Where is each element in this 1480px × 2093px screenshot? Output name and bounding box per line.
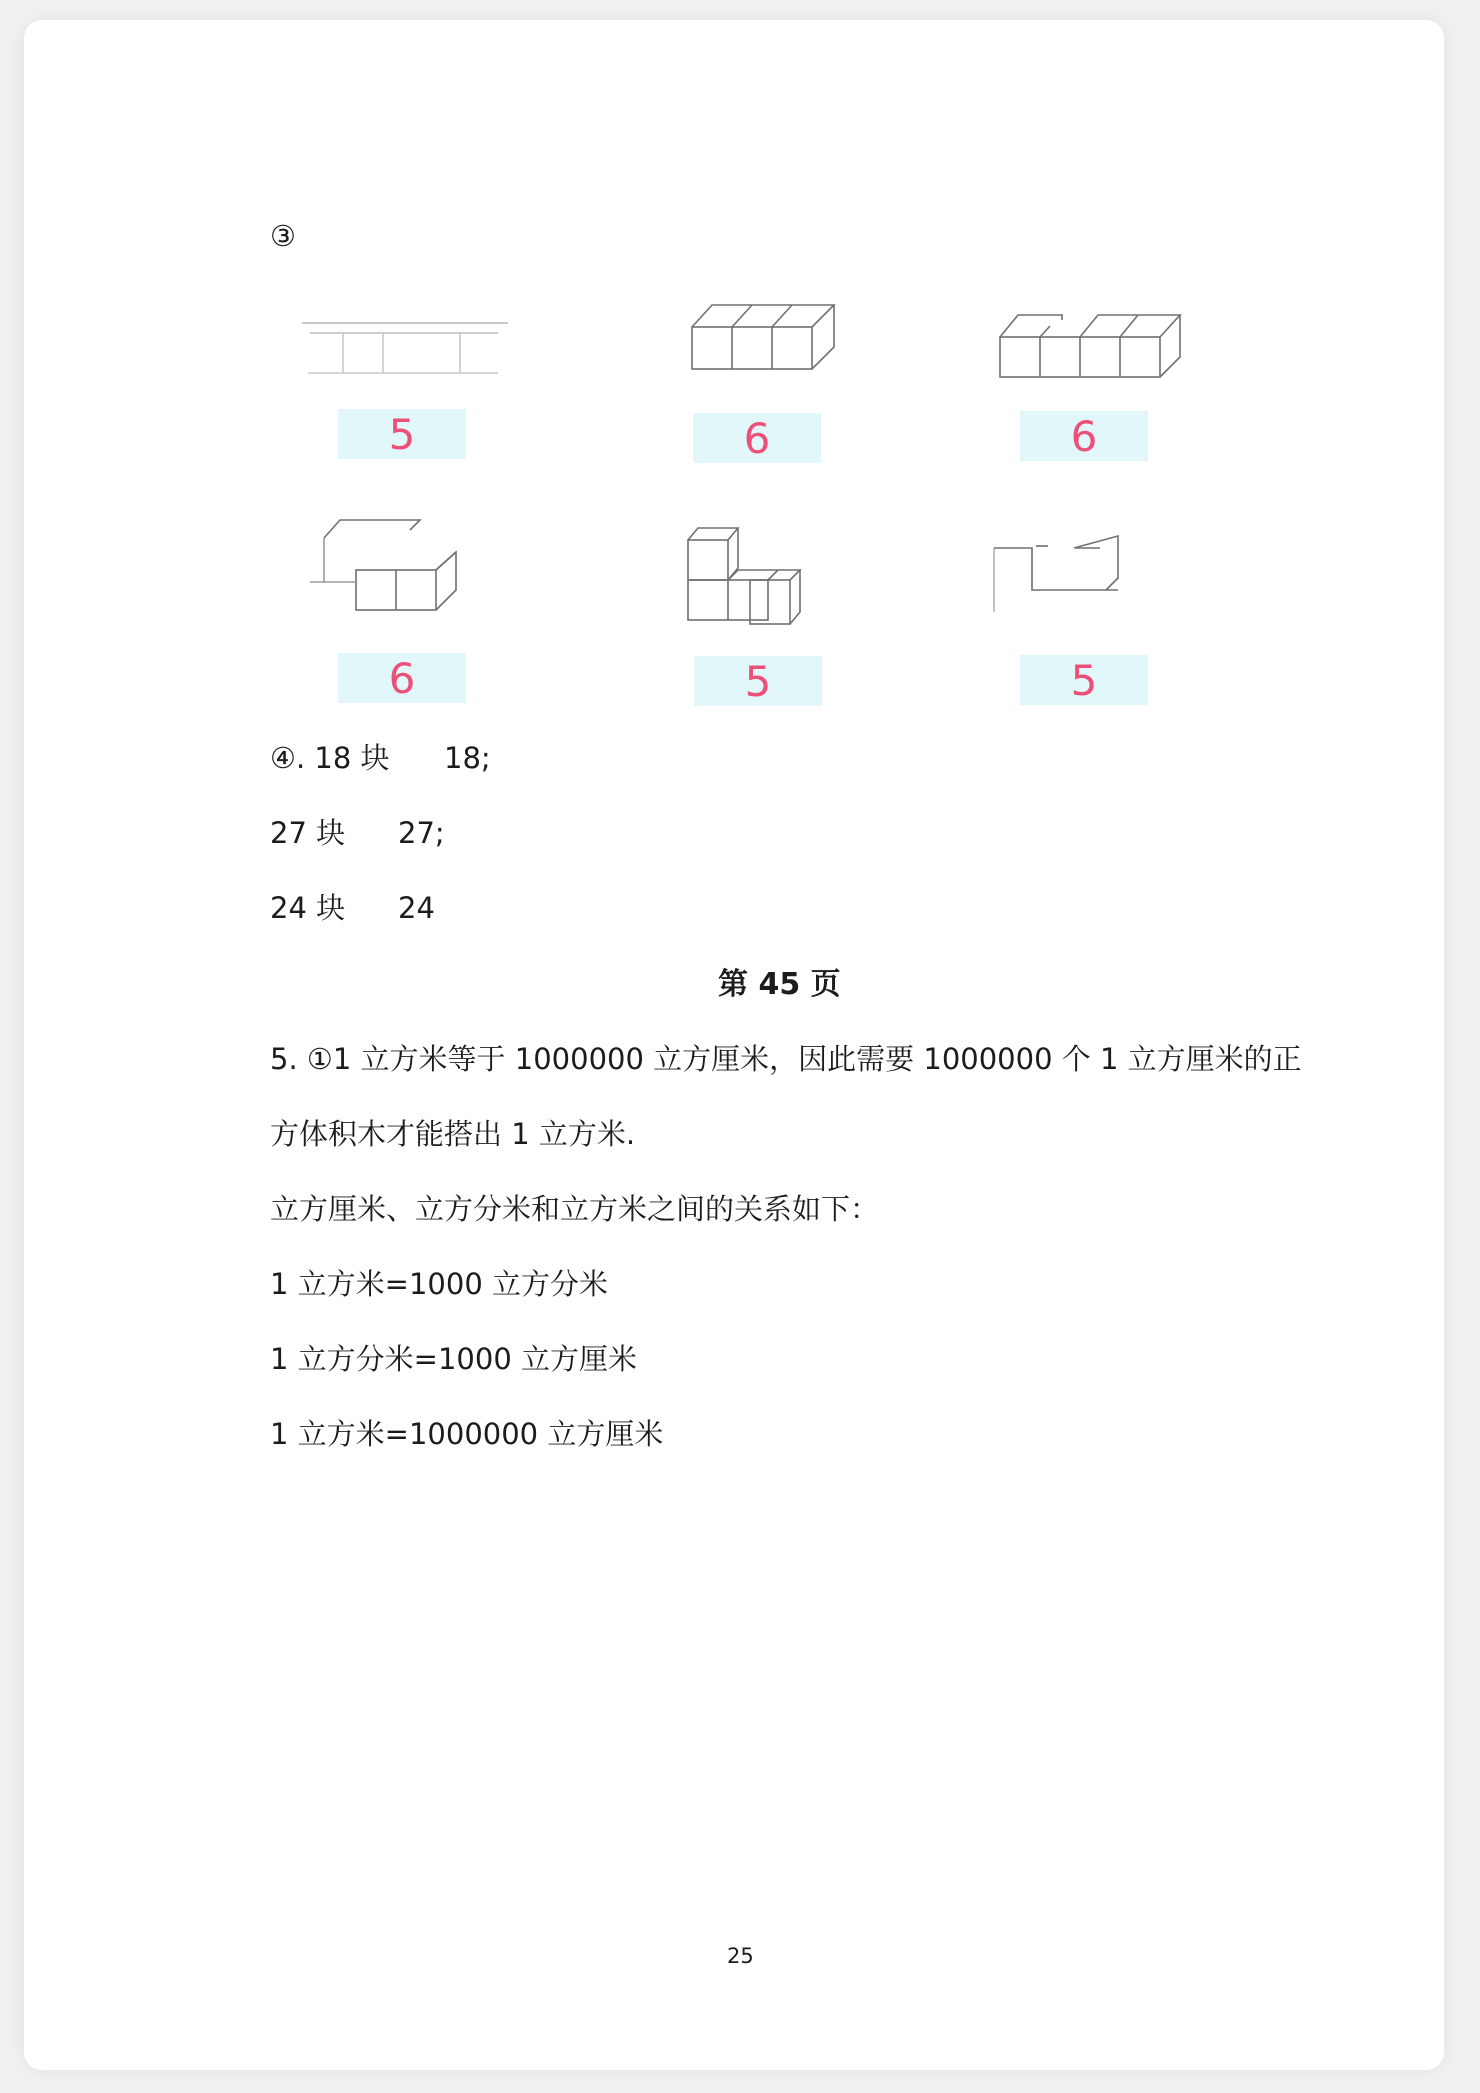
cube-figure-5 [680,516,900,626]
q5-line2: 方体积木才能搭出 1 立方米. [270,1117,636,1151]
answer-box-5: 5 [694,656,822,706]
part4-line2-value: 27; [398,816,445,850]
cube-figure-1 [298,283,518,393]
part4-line3-value: 24 [398,891,435,925]
q5-line4: 1 立方米=1000 立方分米 [270,1267,608,1301]
q5-line3: 立方厘米、立方分米和立方米之间的关系如下： [270,1192,880,1226]
part4-line1-count: ④. 18 块 [270,741,390,775]
answer-box-3: 6 [1020,411,1148,461]
q5-line5: 1 立方分米=1000 立方厘米 [270,1342,637,1376]
cube-figure-2 [690,290,910,400]
cube-figure-4 [310,510,530,620]
q5-line6: 1 立方米=1000000 立方厘米 [270,1417,664,1451]
part3-label: ③ [270,219,296,253]
page-heading: 第 45 页 [718,967,841,1002]
answer-box-2: 6 [693,413,821,463]
cube-figure-3 [998,290,1218,400]
answer-box-4: 6 [338,653,466,703]
part4-line3-count: 24 块 [270,891,346,925]
page-number: 25 [727,1944,754,1968]
answer-box-6: 5 [1020,655,1148,705]
answer-box-1: 5 [338,409,466,459]
cube-figure-6 [990,520,1210,630]
q5-line1: 5. ①1 立方米等于 1000000 立方厘米，因此需要 1000000 个 1 立方厘米的正 [270,1042,1302,1076]
part4-line2-count: 27 块 [270,816,346,850]
part4-line1-value: 18; [444,741,491,775]
